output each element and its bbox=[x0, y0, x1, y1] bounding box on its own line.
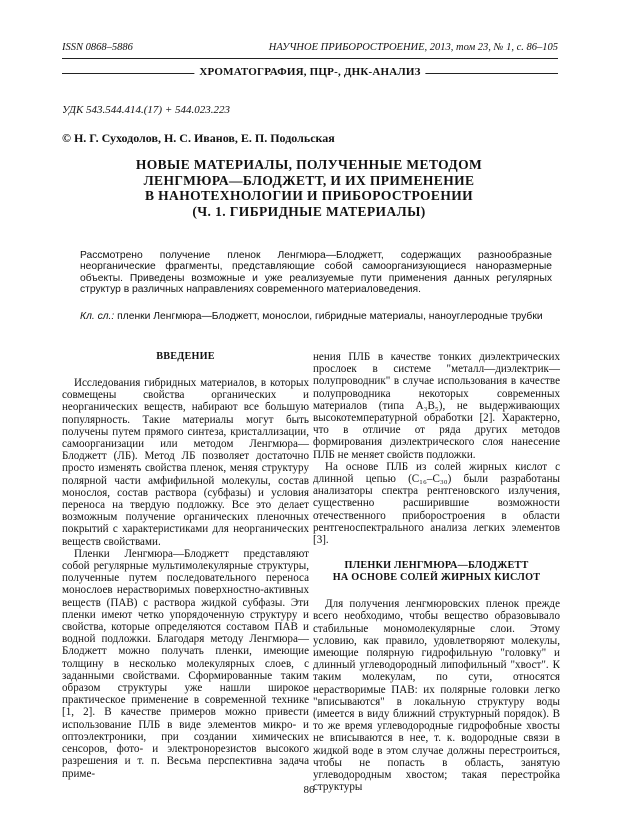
page-number: 86 bbox=[303, 784, 315, 796]
udc-code: УДК 543.544.414.(17) + 544.023.223 bbox=[62, 104, 231, 116]
intro-paragraph: Исследования гибридных материалов, в которых совмещены свойства органических и неорганических веществ, набирают все большую популярность. Такие материалы могут быть получены путем прямого синтеза, кристаллизации, самоорганизации или методом Ленгмюра—Блоджетт (ЛБ). Метод ЛБ позволяет достаточно просто изменять свойства пленок, меняя структуру полярной части амфифильной молекулы, состав монослоя, состав раствора (субфазы) и условия переноса на твердую подложку. Все это делает возможным получение органических пленочных покрытий с характеристиками для неорганических веществ свойствами. bbox=[62, 377, 309, 548]
intro-paragraph: Пленки Ленгмюра—Блоджетт представляют собой регулярные мультимолекулярные структуры, полученные путем последовательного переноса монослоев нерастворимых поверхностно-активных веществ (ПАВ) с раствора жидкой субфазы. Эти пленки имеют четко упорядоченную структуру и свойства, которые определяются составом ПАВ и водной подложки. Благодаря методу Ленгмюра—Блоджетт можно получать пленки, имеющие толщину в несколько молекулярных слоев, с заданными свойствами. Сформированные таким образом структуры уже нашли широкое практическое применение в современной технике [1, 2]. В качестве примеров можно привести использование ПЛБ в виде элементов микро- и оптоэлектроники, при создании химических сенсоров, фото- и электронорезистов высокого разрешения и т. п. Весьма перспективна задача приме- bbox=[62, 547, 309, 780]
author-names: Н. Г. Суходолов, Н. С. Иванов, Е. П. Подольская bbox=[73, 131, 335, 145]
section-bar bbox=[62, 66, 558, 80]
section-subheading: НА ОСНОВЕ СОЛЕЙ ЖИРНЫХ КИСЛОТ bbox=[332, 572, 541, 584]
body-paragraph: Для получения ленгмюровских пленок прежде всего необходимо, чтобы вещество образовывало стабильные мономолекулярные слои. Этому условию, как правило, удовлетворяют молекулы, имеющие полярную гидрофильную "головку" и длинный углеводородный липофильный "хвост". К таким молекулам, по сути, относятся нерастворимые ПАВ: их полярные головки легко "вписываются" в локальную структуру воды (имеется в виду ближний структурный порядок). В то же время углеводородные гидрофобные хвосты не вписываются в нее, т. к. водородные связи в жидкой воде в этом случае должны перестроиться, чтобы не попасть в область, занятую углеводородным хвостом; такая перестройка структуры bbox=[313, 598, 560, 794]
journal-citation: НАУЧНОЕ ПРИБОРОСТРОЕНИЕ, 2013, том 23, № 1, c. 86–105 bbox=[268, 42, 558, 53]
left-column bbox=[62, 351, 309, 780]
title-line: ЛЕНГМЮРА—БЛОДЖЕТТ, И ИХ ПРИМЕНЕНИЕ bbox=[143, 172, 475, 188]
keywords-text: пленки Ленгмюра—Блоджетт, монослои, гибридные материалы, наноуглеродные трубки bbox=[117, 311, 543, 322]
authors-line bbox=[62, 131, 335, 146]
section-subheading: ПЛЕНКИ ЛЕНГМЮРА—БЛОДЖЕТТ bbox=[344, 560, 529, 572]
title-line: В НАНОТЕХНОЛОГИИ И ПРИБОРОСТРОЕНИИ bbox=[144, 188, 474, 203]
title-line: (Ч. 1. ГИБРИДНЫЕ МАТЕРИАЛЫ) bbox=[192, 203, 426, 219]
title-line: НОВЫЕ МАТЕРИАЛЫ, ПОЛУЧЕННЫЕ МЕТОДОМ bbox=[135, 157, 483, 172]
header-rule bbox=[62, 58, 558, 59]
abstract: Рассмотрено получение пленок Ленгмюра—Блоджетт, содержащих разнообразные неорганические фрагменты, представляющие собой самоорганизующиеся наноразмерные объекты. Приведены возможные и уже реализуемые пути применения данных регулярных структур в различных направлениях современного материаловедения. bbox=[80, 250, 552, 295]
copyright-symbol: © bbox=[62, 131, 71, 145]
right-column bbox=[313, 351, 560, 794]
body-paragraph: нения ПЛБ в качестве тонких диэлектрических прослоек в системе "металл—диэлектрик—полупроводник" в случае использования в качестве полупроводника некоторых современных материалов (типа A₃B₅), не выдерживающих высокотемпературной обработки [2]. Характерно, что в отличие от ряда других методов формирования диэлектрического слоя нанесение ПЛБ не меняет свойств подложки. bbox=[313, 351, 560, 461]
keywords-label: Кл. сл.: bbox=[80, 311, 115, 322]
keywords bbox=[80, 311, 552, 323]
article-title bbox=[80, 157, 538, 219]
section-heading: ХРОМАТОГРАФИЯ, ПЦР-, ДНК-АНАЛИЗ bbox=[194, 66, 425, 78]
body-paragraph: На основе ПЛБ из солей жирных кислот с длинной цепью (C₁₆–C₃₀) были разработаны анализаторы спектра рентгеновского излучения, существенно расширившие возможности отечественного приборостроения в области рентгеноспектрального анализа легких элементов [3]. bbox=[313, 460, 560, 547]
intro-heading: ВВЕДЕНИЕ bbox=[156, 351, 215, 362]
journal-issn: ISSN 0868–5886 bbox=[62, 42, 133, 53]
